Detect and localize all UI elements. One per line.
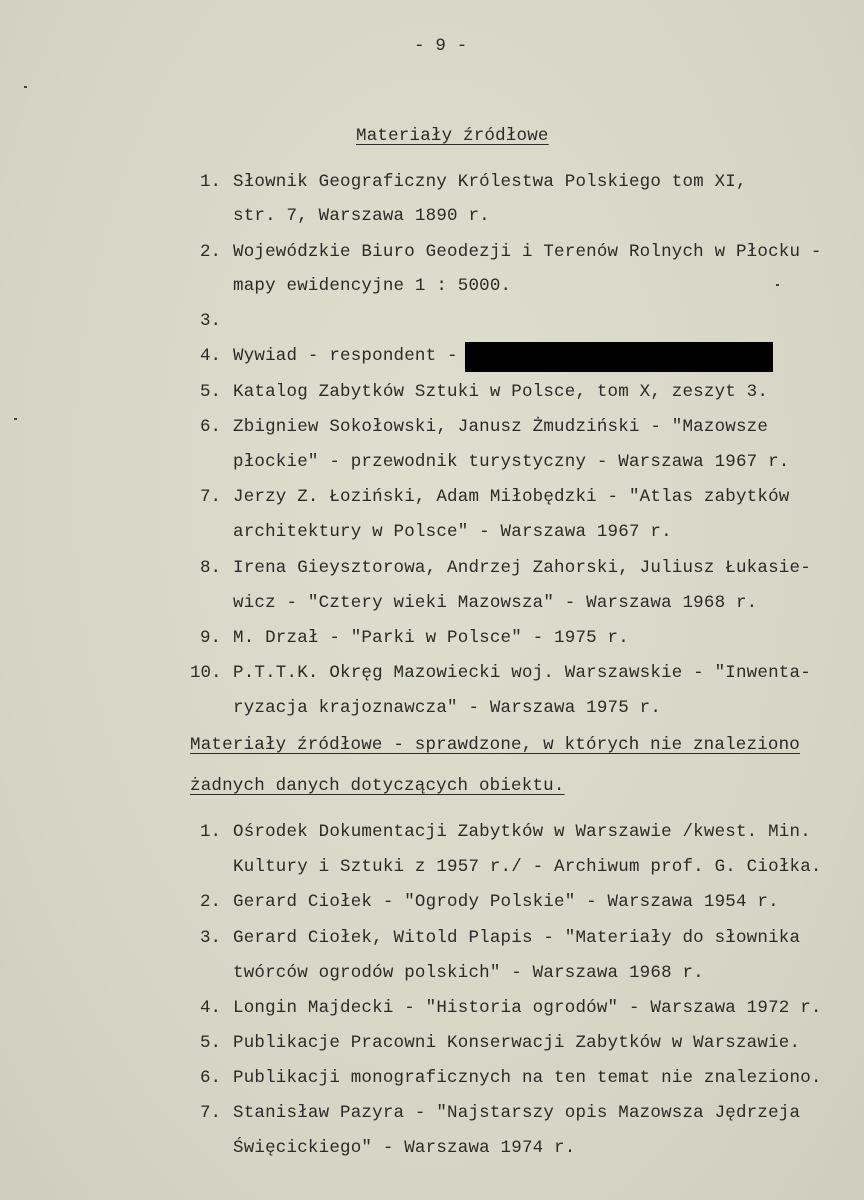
section-title-checked-sources-cont: żadnych danych dotyczących obiektu. xyxy=(190,776,565,796)
list-item-number: 7. xyxy=(200,487,222,507)
list-item-text: M. Drzał - "Parki w Polsce" - 1975 r. xyxy=(233,628,629,648)
list-item-text: ryzacja krajoznawcza" - Warszawa 1975 r. xyxy=(233,698,662,718)
list-item-number: 1. xyxy=(200,172,222,192)
paper-speck xyxy=(14,418,17,420)
list-item-text: mapy ewidencyjne 1 : 5000. xyxy=(233,276,512,296)
list-item-text: Kultury i Sztuki z 1957 r./ - Archiwum prof. G. Ciołka. xyxy=(233,857,822,877)
list-item-number: 2. xyxy=(200,892,222,912)
paper-speck xyxy=(24,86,27,88)
list-item-text: Jerzy Z. Łoziński, Adam Miłobędzki - "Atlas zabytków xyxy=(233,487,790,507)
list-item-text: str. 7, Warszawa 1890 r. xyxy=(233,206,490,226)
list-item-number: 4. xyxy=(200,998,222,1018)
paper-speck xyxy=(776,284,779,286)
list-item-number: 6. xyxy=(200,417,222,437)
list-item-number: 5. xyxy=(200,382,222,402)
list-item-text: P.T.T.K. Okręg Mazowiecki woj. Warszawskie - "Inwenta- xyxy=(233,663,811,683)
list-item-text: twórców ogrodów polskich" - Warszawa 1968 r. xyxy=(233,963,704,983)
section-title-checked-sources: Materiały źródłowe - sprawdzone, w których nie znaleziono xyxy=(190,735,800,755)
redaction-bar xyxy=(465,342,773,372)
list-item-text: Zbigniew Sokołowski, Janusz Żmudziński - "Mazowsze xyxy=(233,417,769,437)
list-item-number: 9. xyxy=(200,628,222,648)
list-item-text: Publikacji monograficznych na ten temat nie znaleziono. xyxy=(233,1068,822,1088)
list-item-number: 7. xyxy=(200,1103,222,1123)
section-title-source-materials: Materiały źródłowe xyxy=(356,126,549,146)
list-item-text: Gerard Ciołek - "Ogrody Polskie" - Warszawa 1954 r. xyxy=(233,892,779,912)
page-number: - 9 - xyxy=(414,36,468,56)
list-item-text: płockie" - przewodnik turystyczny - Warszawa 1967 r. xyxy=(233,452,790,472)
list-item-number: 5. xyxy=(200,1033,222,1053)
list-item-number: 10. xyxy=(190,663,222,683)
list-item-text: Słownik Geograficzny Królestwa Polskiego tom XI, xyxy=(233,172,747,192)
list-item-number: 3. xyxy=(200,928,222,948)
list-item-text: Irena Gieysztorowa, Andrzej Zahorski, Juliusz Łukasie- xyxy=(233,558,811,578)
list-item-number: 3. xyxy=(200,311,222,331)
list-item-text: Święcickiego" - Warszawa 1974 r. xyxy=(233,1138,576,1158)
list-item-text: Wojewódzkie Biuro Geodezji i Terenów Rolnych w Płocku - xyxy=(233,242,822,262)
list-item-text: Longin Majdecki - "Historia ogrodów" - Warszawa 1972 r. xyxy=(233,998,822,1018)
list-item-text: Ośrodek Dokumentacji Zabytków w Warszawie /kwest. Min. xyxy=(233,822,811,842)
list-item-number: 2. xyxy=(200,242,222,262)
list-item-text: Publikacje Pracowni Konserwacji Zabytków w Warszawie. xyxy=(233,1033,801,1053)
list-item-number: 8. xyxy=(200,558,222,578)
list-item-number: 4. xyxy=(200,346,222,366)
list-item-number: 1. xyxy=(200,822,222,842)
list-item-text: Wywiad - respondent - xyxy=(233,346,458,366)
list-item-text: architektury w Polsce" - Warszawa 1967 r. xyxy=(233,522,672,542)
list-item-text: Katalog Zabytków Sztuki w Polsce, tom X, zeszyt 3. xyxy=(233,382,769,402)
list-item-text: Stanisław Pazyra - "Najstarszy opis Mazowsza Jędrzeja xyxy=(233,1103,801,1123)
list-item-text: Gerard Ciołek, Witold Plapis - "Materiały do słownika xyxy=(233,928,801,948)
list-item-number: 6. xyxy=(200,1068,222,1088)
list-item-text: wicz - "Cztery wieki Mazowsza" - Warszawa 1968 r. xyxy=(233,593,758,613)
